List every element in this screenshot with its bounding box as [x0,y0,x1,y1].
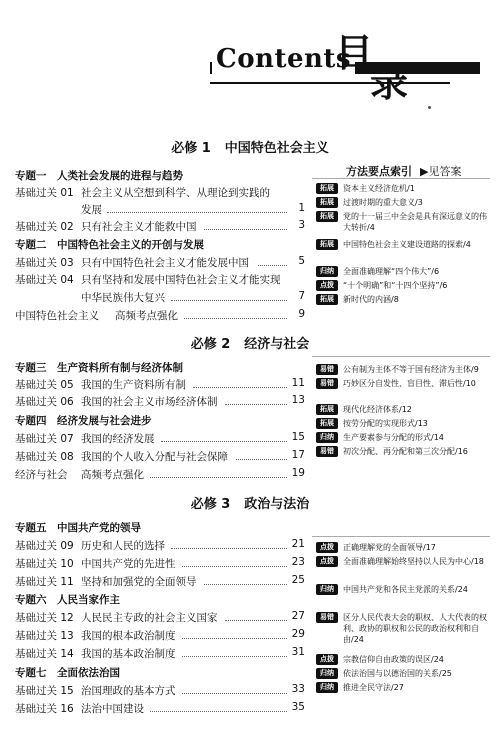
index-item [316,404,488,415]
index-tag: 拓展 [316,294,338,305]
index-text: 中国特色社会主义建设道路的探索/4 [343,240,471,249]
entry-title: 坚持和加强党的全面领导 [81,576,197,588]
page-number: 25 [291,574,305,586]
index-text: 全面准确理解始终坚持以人民为中心/18 [343,557,484,566]
entry-label: 专题六 [15,594,47,606]
index-text: 全面准确理解“四个伟大”/6 [343,267,440,276]
entry-title: 法治中国建设 [81,703,144,715]
entry-title: 我国的个人收入分配与社会保障 [81,451,228,463]
method-index-header [346,163,461,179]
index-divider [312,356,490,357]
index-text: 宗教信仰自由政策的误区/24 [343,655,444,664]
page-number: 9 [298,308,305,320]
toc-entry[interactable] [15,449,305,463]
page-number: 35 [291,701,305,713]
entry-title: 只有社会主义才能救中国 [81,221,197,233]
page-number: 29 [291,628,305,640]
entry-title: 只有中国特色社会主义才能发展中国 [81,257,249,269]
index-item [316,378,488,400]
entry-title: 社会主义从空想到科学、从理论到实践的 [81,187,270,199]
entry-label: 基础过关 11 [15,576,74,588]
dot-leader [161,441,287,442]
mulu-char-2: 录 [370,61,409,105]
index-item [316,542,488,553]
entry-title: 只有坚持和发展中国特色社会主义才能实现 [81,274,281,286]
index-text: 党的十一届三中全会是具有深远意义的伟大转折/4 [343,212,487,232]
part-name: 中国特色社会主义 [224,141,329,156]
toc-entry[interactable] [15,556,305,570]
index-text: 过渡时期的重大意义/3 [343,198,423,207]
entry-label: 专题四 [15,415,47,427]
entry-title: 发展 [81,204,102,216]
entry-title: 全面依法治国 [57,667,120,679]
toc-entry[interactable] [15,628,305,642]
toc-entry[interactable] [15,308,305,322]
entry-label: 基础过关 01 [15,187,74,199]
index-tag: 归纳 [316,584,338,595]
entry-label: 基础过关 14 [15,648,74,660]
entry-label: 经济与社会 [15,469,68,481]
entry-title: 经济发展与社会进步 [57,415,152,427]
dot-leader [107,212,287,213]
toc-entry[interactable] [15,202,305,216]
dot-leader [171,300,287,301]
index-tag: 拓展 [316,418,338,429]
contents-title: Contents [212,44,355,74]
answer-reference: ▶见答案 [420,165,462,178]
entry-title: 人民民主专政的社会主义国家 [81,612,218,624]
index-tag: 归纳 [316,432,338,443]
dot-leader [150,477,287,478]
entry-label: 基础过关 08 [15,451,74,463]
page-number: 33 [291,683,305,695]
index-tag: 易错 [316,612,338,623]
entry-label: 基础过关 06 [15,396,74,408]
entry-label: 专题一 [15,170,47,182]
topic-heading [15,665,305,679]
entry-title: 我国的社会主义市场经济体制 [81,396,218,408]
toc-entry[interactable] [15,394,305,408]
page-number: 15 [291,431,305,443]
dot-leader [258,265,287,266]
topic-heading [15,168,305,182]
entry-label: 基础过关 16 [15,703,74,715]
entry-title: 治国理政的基本方式 [81,685,176,697]
index-item [316,294,488,305]
index-item [316,612,488,645]
topic-heading [15,413,305,427]
part-number: 必修 2 [190,337,231,352]
index-tag: 点拨 [316,654,338,665]
index-tag: 归纳 [316,266,338,277]
part-number: 必修 1 [171,141,211,156]
index-item [316,654,488,665]
page-number: 5 [298,255,305,267]
entry-label: 基础过关 15 [15,685,74,697]
index-text: 按劳分配的实现形式/13 [343,419,428,428]
index-item [316,266,488,277]
index-divider [312,536,490,537]
entry-label: 基础过关 03 [15,257,74,269]
index-text: 资本主义经济危机/1 [343,184,415,193]
entry-label: 基础过关 07 [15,433,74,445]
toc-entry[interactable] [15,683,305,697]
dot-leader [182,656,287,657]
part-number: 必修 3 [190,497,231,512]
topic-heading [15,237,305,251]
index-text: 中国共产党和各民主党派的关系/24 [343,585,468,594]
index-text: 公有制为主体不等于国有经济为主体/9 [343,365,479,374]
toc-entry[interactable] [15,185,305,199]
index-tag: 归纳 [316,682,338,693]
toc-entry[interactable] [15,646,305,660]
index-item [316,682,488,693]
part-name: 经济与社会 [244,337,310,352]
entry-title: 高频考点强化 [81,469,144,481]
topic-heading [15,520,305,534]
index-tag: 易错 [316,378,338,389]
index-text: 生产要素参与分配的形式/14 [343,433,444,442]
entry-title: 我国的生产资料所有制 [81,379,186,391]
header-rule [210,82,450,84]
topic-heading [15,592,305,606]
dot-leader [204,584,287,585]
index-text: 依法治国与以德治国的关系/25 [343,669,452,678]
entry-title: 我国的经济发展 [81,433,155,445]
entry-title: 我国的根本政治制度 [81,630,176,642]
toc-entry[interactable] [15,431,305,445]
entry-title: 历史和人民的选择 [81,540,165,552]
index-tag: 易错 [316,446,338,457]
page-number: 13 [291,394,305,406]
page-number: 11 [291,377,305,389]
dot-leader [225,620,287,621]
dot-leader [171,548,287,549]
entry-title: 中国共产党的先进性 [81,558,176,570]
entry-label: 基础过关 05 [15,379,74,391]
dot-leader [184,318,287,319]
dot-leader [182,638,287,639]
entry-title: 中国特色社会主义的开创与发展 [57,239,204,251]
index-item [316,211,488,233]
index-tag: 拓展 [316,239,338,250]
dot-leader [150,711,287,712]
dot-leader [236,459,287,460]
page-number: 19 [291,467,305,479]
index-tag: 点拨 [316,280,338,291]
entry-label: 基础过关 13 [15,630,74,642]
index-text: 正确理解党的全面领导/17 [343,543,436,552]
index-text: 现代化经济体系/12 [343,405,412,414]
dot-leader [193,387,287,388]
index-tag: 拓展 [316,404,338,415]
entry-title: 生产资料所有制与经济体制 [57,362,183,374]
index-item [316,364,488,375]
entry-label: 专题五 [15,522,47,534]
index-tag: 点拨 [316,556,338,567]
dot-leader [182,693,287,694]
index-item [316,280,488,291]
index-item [316,239,488,261]
part-title-3 [0,493,500,512]
index-text: “十个明确”和“十四个坚持”/6 [343,281,448,290]
decor-dot [428,106,431,109]
index-text: 推进全民守法/27 [343,683,404,692]
part-title-1 [0,137,500,156]
toc-entry[interactable] [15,467,305,481]
index-text: 新时代的内涵/8 [343,295,399,304]
entry-label: 专题七 [15,667,47,679]
entry-label: 基础过关 10 [15,558,74,570]
index-item [316,418,488,429]
index-item [316,556,488,578]
index-tag: 归纳 [316,668,338,679]
index-tag: 拓展 [316,183,338,194]
page-number: 21 [291,538,305,550]
entry-label: 专题二 [15,239,47,251]
index-text: 初次分配、再分配和第三次分配/16 [343,447,468,456]
entry-title: 中国共产党的领导 [57,522,141,534]
dot-leader [182,566,287,567]
toc-entry[interactable] [15,377,305,391]
index-item [316,584,488,606]
index-item [316,668,488,679]
index-tag: 点拨 [316,542,338,553]
contents-header [0,0,500,110]
dot-leader [225,404,287,405]
page-number: 3 [298,219,305,231]
index-item [316,183,488,194]
page-number: 23 [291,556,305,568]
index-text: 巧妙区分自发性、盲目性、滞后性/10 [343,379,476,388]
index-tag: 易错 [316,364,338,375]
entry-label: 基础过关 12 [15,612,74,624]
index-tag: 拓展 [316,197,338,208]
entry-label: 基础过关 04 [15,274,74,286]
toc-entry[interactable] [15,610,305,624]
index-divider [312,178,490,179]
toc-entry[interactable] [15,701,305,715]
page-number: 31 [291,646,305,658]
index-item [316,432,488,443]
toc-entry[interactable] [15,538,305,552]
dot-leader [204,229,287,230]
toc-entry[interactable] [15,272,305,286]
index-text: 区分人民代表大会的职权、人大代表的权利、政协的职权和公民的政治权利和自由/24 [343,613,487,644]
entry-label: 基础过关 09 [15,540,74,552]
toc-entry[interactable] [15,290,305,304]
page-number: 7 [298,290,305,302]
toc-entry[interactable] [15,255,305,269]
entry-title: 中华民族伟大复兴 [81,292,165,304]
entry-title: 人类社会发展的进程与趋势 [57,170,183,182]
toc-entry[interactable] [15,219,305,233]
page-number: 1 [298,202,305,214]
entry-title: 我国的基本政治制度 [81,648,176,660]
entry-label: 专题三 [15,362,47,374]
page-number: 17 [291,449,305,461]
index-item [316,446,488,468]
method-index-title: 方法要点索引 [346,165,412,178]
topic-heading [15,360,305,374]
index-tag: 拓展 [316,211,338,222]
page-number: 27 [291,610,305,622]
mulu-char-1: 目 [335,31,374,75]
part-title-2 [0,333,500,352]
entry-title: 高频考点强化 [115,310,178,322]
entry-title: 人民当家作主 [57,594,120,606]
index-item [316,197,488,208]
toc-entry[interactable] [15,574,305,588]
entry-label: 中国特色社会主义 [15,310,99,322]
part-name: 政治与法治 [244,497,310,512]
entry-label: 基础过关 02 [15,221,74,233]
